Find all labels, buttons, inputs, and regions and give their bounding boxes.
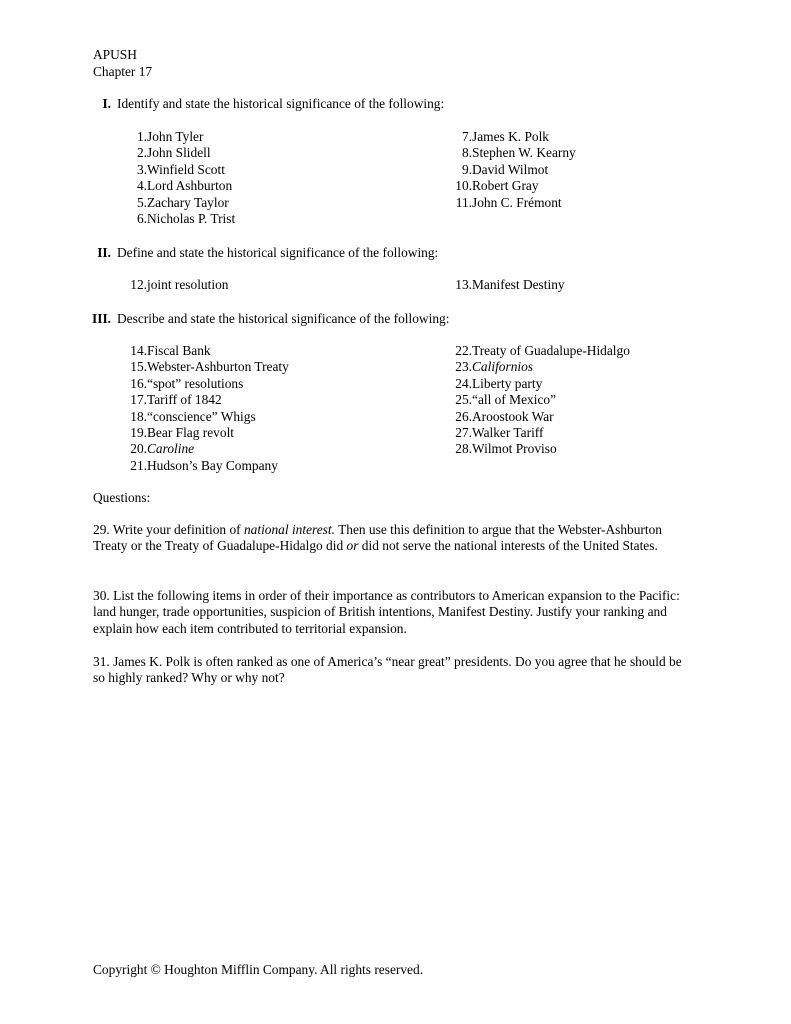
section-ii-heading <box>84 245 438 261</box>
item-term: Wilmot Proviso <box>472 441 557 457</box>
item-number: 18. <box>130 408 147 424</box>
question-text: Then use this definition to argue that the Webster-Ashburton Treaty or the Treaty of Guadalupe-Hidalgo did <box>93 522 663 554</box>
item-number: 13. <box>455 277 472 292</box>
copyright-footer: Copyright © Houghton Mifflin Company. All rights reserved. <box>93 962 424 977</box>
course-title: APUSH <box>93 47 137 62</box>
item-number: 5. <box>136 194 147 210</box>
item-number: 8. <box>461 145 472 161</box>
item-number: 2. <box>136 145 147 161</box>
item-number: 14. <box>130 343 147 358</box>
question-text: did not serve the national interests of the United States. <box>358 538 658 554</box>
item-term: Treaty of Guadalupe-Hidalgo <box>472 343 630 358</box>
item-number: 10. <box>455 178 472 194</box>
item-term: Nicholas P. Trist <box>147 210 236 226</box>
item-term: David Wilmot <box>472 161 549 177</box>
item-term: “spot” resolutions <box>147 375 244 391</box>
item-number: 28. <box>455 441 472 457</box>
question-emphasis: national interest. <box>243 522 335 537</box>
item-number: 3. <box>136 161 147 177</box>
item-number: 15. <box>130 359 147 375</box>
item-term: “all of Mexico” <box>472 392 557 408</box>
item-term: Stephen W. Kearny <box>472 145 576 161</box>
section-instruction: Describe and state the historical significance of the following: <box>117 311 450 326</box>
section-numeral: II. <box>97 245 111 260</box>
item-term: “conscience” Whigs <box>147 408 256 424</box>
item-number: 6. <box>136 210 147 226</box>
item-term: Hudson’s Bay Company <box>147 457 278 473</box>
item-number: 12. <box>130 277 147 292</box>
section-numeral: I. <box>102 96 111 111</box>
item-number: 19. <box>130 424 147 440</box>
item-term: Webster-Ashburton Treaty <box>147 359 289 375</box>
chapter-title: Chapter 17 <box>93 64 153 79</box>
item-number: 11. <box>455 194 472 210</box>
item-number: 20. <box>130 441 147 457</box>
item-number: 1. <box>136 129 147 144</box>
item-term: John Tyler <box>147 129 204 144</box>
item-term: James K. Polk <box>472 129 549 144</box>
section-iii-heading <box>84 311 449 327</box>
item-term: John C. Frémont <box>472 194 562 210</box>
item-number: 24. <box>455 375 472 391</box>
item-term: Robert Gray <box>472 178 539 194</box>
section-numeral: III. <box>92 311 111 326</box>
item-term: Aroostook War <box>472 408 554 424</box>
item-term: Lord Ashburton <box>147 178 233 194</box>
item-term: Manifest Destiny <box>472 277 565 292</box>
item-number: 25. <box>455 392 472 408</box>
item-number: 26. <box>455 408 472 424</box>
item-term: Tariff of 1842 <box>147 392 222 408</box>
item-term: Liberty party <box>472 375 543 391</box>
section-instruction: Identify and state the historical significance of the following: <box>117 96 445 111</box>
item-number: 16. <box>130 375 147 391</box>
item-term: joint resolution <box>147 277 229 292</box>
item-number: 23. <box>455 359 472 375</box>
section-i-heading <box>84 96 444 112</box>
item-term: Walker Tariff <box>472 424 544 440</box>
item-term: Fiscal Bank <box>147 343 211 358</box>
questions-heading: Questions: <box>93 490 151 505</box>
item-number: 7. <box>461 129 472 144</box>
item-term: Bear Flag revolt <box>147 424 235 440</box>
section-instruction: Define and state the historical significance of the following: <box>117 245 439 260</box>
item-number: 27. <box>455 424 472 440</box>
item-number: 9. <box>461 161 472 177</box>
question-31: 31. James K. Polk is often ranked as one of America’s “near great” presidents. Do you agree that he should be so highly ranked? Why or why not? <box>93 654 682 686</box>
item-number: 22. <box>455 343 472 358</box>
item-term: Zachary Taylor <box>147 194 229 210</box>
item-term: Caroline <box>147 441 195 457</box>
item-number: 21. <box>130 457 147 473</box>
item-number: 17. <box>130 392 147 408</box>
item-term: John Slidell <box>147 145 211 161</box>
question-emphasis: or <box>346 538 359 554</box>
item-term: Winfield Scott <box>147 161 225 177</box>
question-29 <box>93 522 693 555</box>
question-text: 29. Write your definition of <box>93 522 244 537</box>
item-term: Californios <box>472 359 534 375</box>
item-number: 4. <box>136 178 147 194</box>
question-30: 30. List the following items in order of their importance as contributors to American expansion to the Pacific: land hunger, trade opportunities, suspicion of British intentions, Manifest Destiny. Justify your ranking and explain how each item contributed to territorial expansion. <box>93 588 680 636</box>
